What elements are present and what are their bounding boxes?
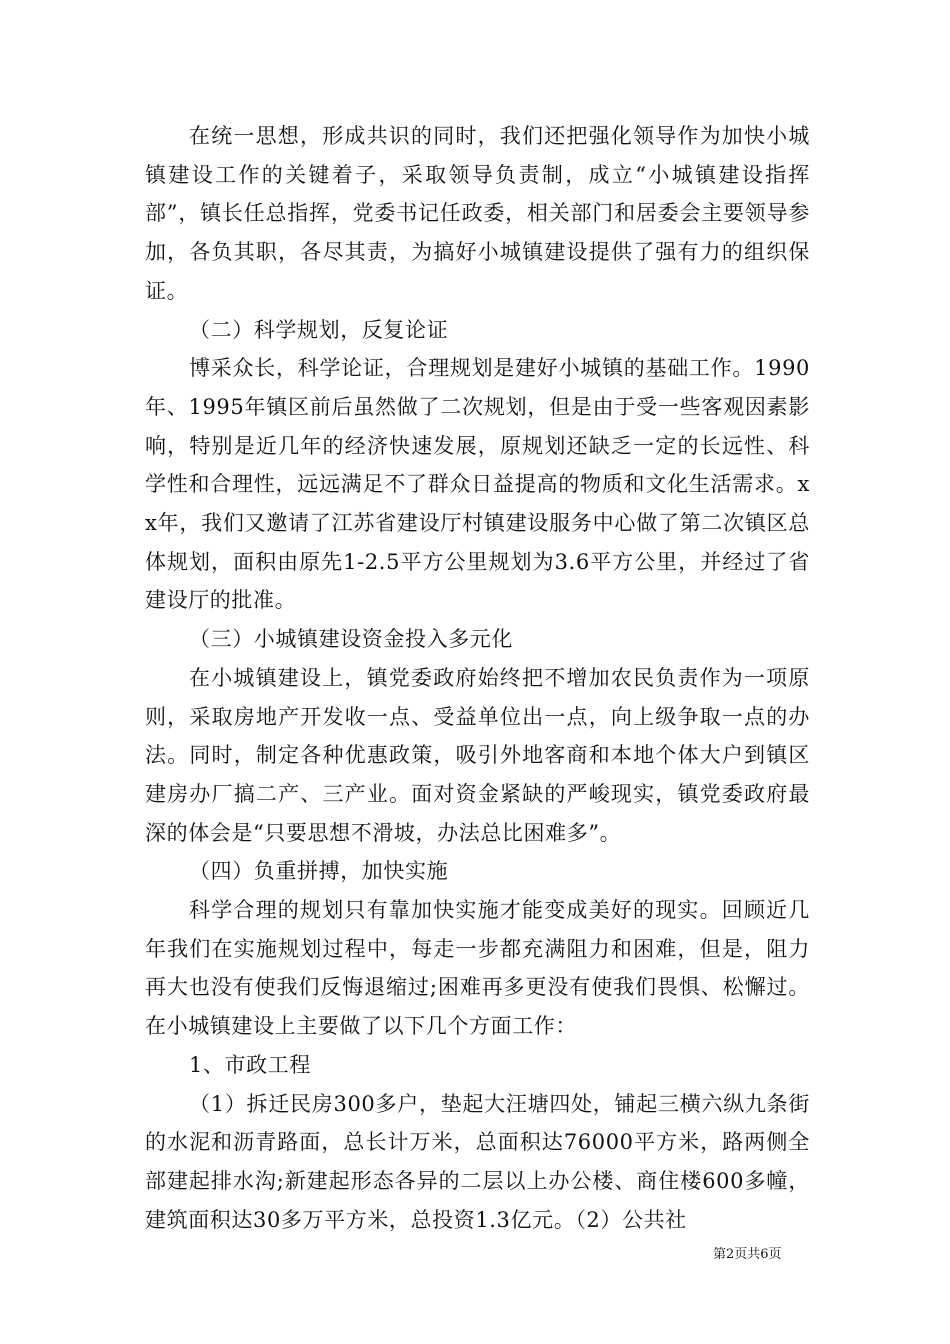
- heading-section-4: （四）负重拼搏，加快实施: [189, 859, 449, 884]
- paragraph-funding: 在小城镇建设上，镇党委政府始终把不增加农民负责作为一项原则，采取房地产开发收一点、受益单位出一点，向上级争取一点的办法。同时，制定各种优惠政策，吸引外地客商和本地个体大户到镇区建房办厂搞二产、三产业。面对资金紧缺的严峻现实，镇党委政府最深的体会是“只要思想不滑坡，办法总比困难多”。: [145, 665, 810, 845]
- heading-section-3: （三）小城镇建设资金投入多元化: [189, 627, 513, 652]
- heading-municipal-works: 1、市政工程: [189, 1052, 311, 1077]
- paragraph-municipal-details: （1）拆迁民房300多户，垫起大汪塘四处，铺起三横六纵九条街的水泥和沥青路面，总长计万米，总面积达76000平方米，路两侧全部建起排水沟;新建起形态各异的二层以上办公楼、商住楼600多幢，建筑面积达30多万平方米，总投资1.3亿元。（2）公共社: [145, 1091, 810, 1232]
- document-body: [145, 117, 810, 1239]
- paragraph-planning: 博采众长，科学论证，合理规划是建好小城镇的基础工作。1990年、1995年镇区前后虽然做了二次规划，但是由于受一些客观因素影响，特别是近几年的经济快速发展，原规划还缺乏一定的长远性、科学性和合理性，远远满足不了群众日益提高的物质和文化生活需求。xx年，我们又邀请了江苏省建设厅村镇建设服务中心做了第二次镇区总体规划，面积由原先1-2.5平方公里规划为3.6平方公里，并经过了省建设厅的批准。: [145, 356, 810, 613]
- paragraph-leadership: 在统一思想，形成共识的同时，我们还把强化领导作为加快小城镇建设工作的关键着子，采取领导负责制，成立“小城镇建设指挥部”，镇长任总指挥，党委书记任政委，相关部门和居委会主要领导参加，各负其职，各尽其责，为搞好小城镇建设提供了强有力的组织保证。: [145, 124, 810, 303]
- heading-section-2: （二）科学规划，反复论证: [189, 317, 449, 342]
- paragraph-implementation: 科学合理的规划只有靠加快实施才能变成美好的现实。回顾近几年我们在实施规划过程中，每走一步都充满阻力和困难，但是，阻力再大也没有使我们反悔退缩过;困难再多更没有使我们畏惧、松懈过。在小城镇建设上主要做了以下几个方面工作：: [145, 898, 810, 1039]
- page-number-footer: 第2页共6页: [713, 1247, 782, 1262]
